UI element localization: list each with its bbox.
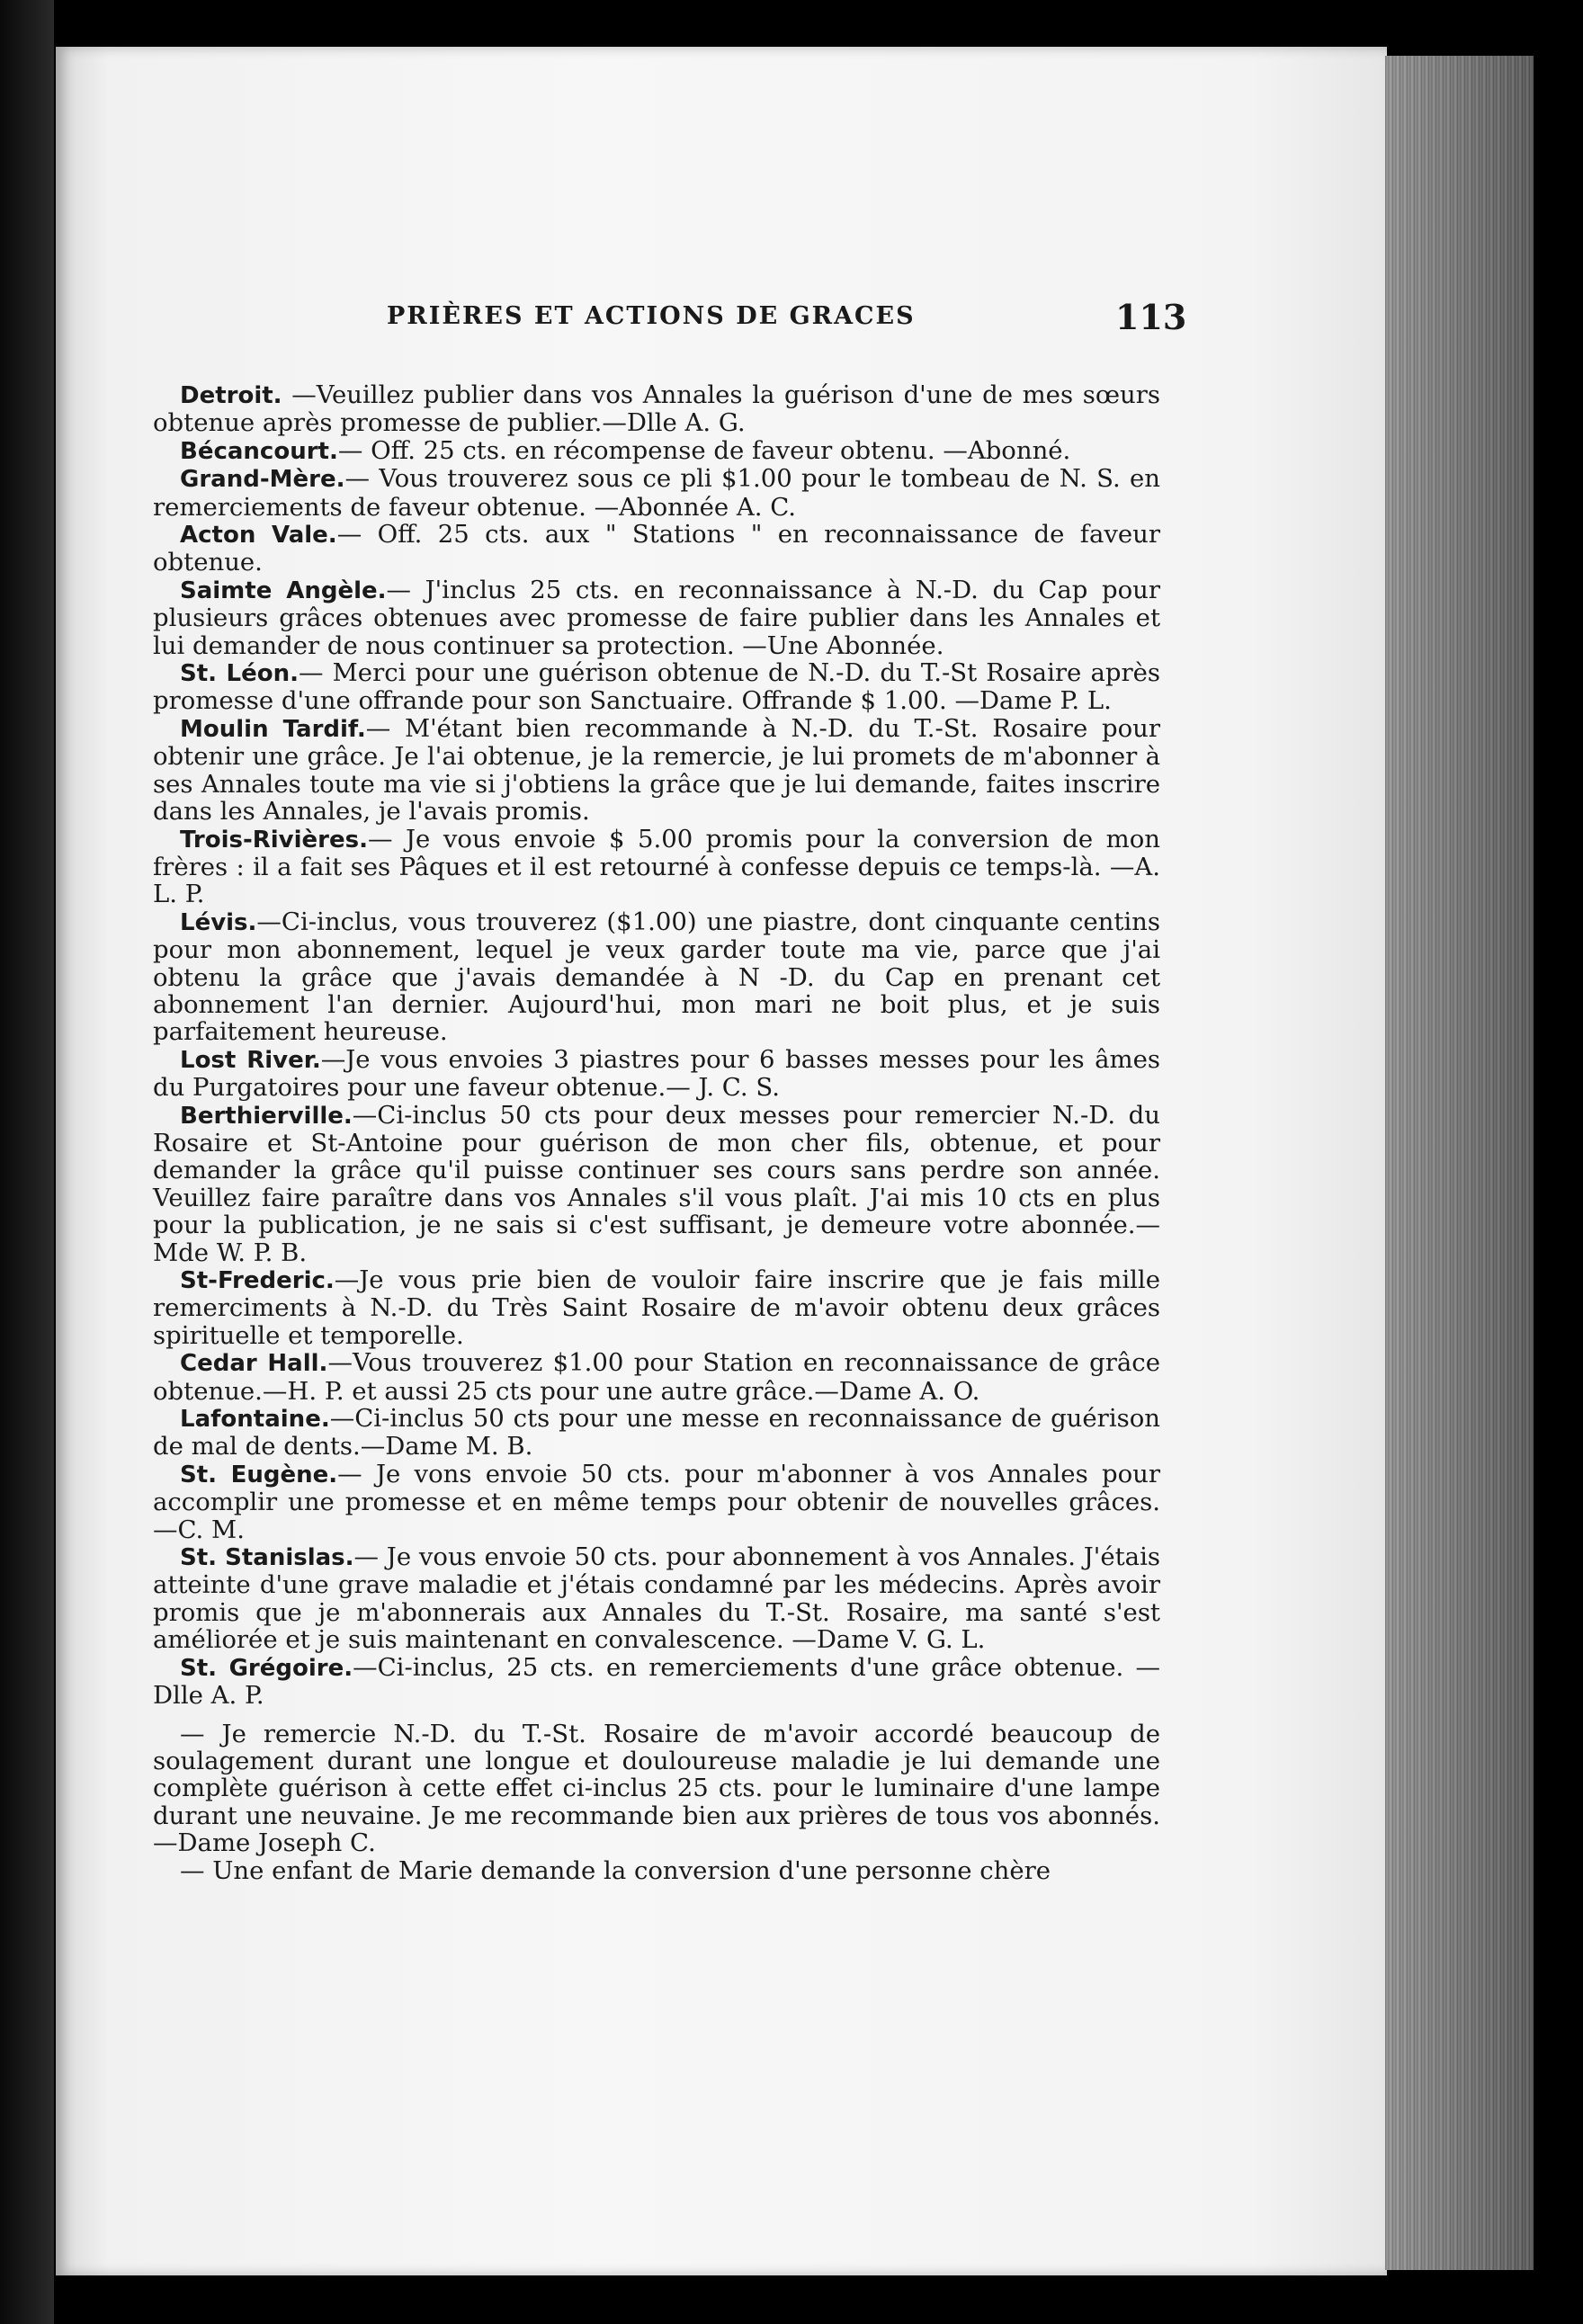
entry-place: St. Eugène.	[180, 1461, 338, 1488]
entry	[153, 437, 1160, 465]
page-number: 113	[1115, 297, 1187, 337]
entry-place: Lost River.	[180, 1046, 321, 1074]
entry-text: —Ci-inclus, 25 cts. en remerciements d'une grâce obtenue. —Dlle A. P.	[153, 1652, 1160, 1711]
entry-text: — Vous trouverez sous ce pli $1.00 pour le tombeau de N. S. en remerciements de faveur obtenue. —Abonnée A. C.	[153, 464, 1160, 522]
entry	[153, 1721, 1160, 1857]
entry-place: Trois-Rivières.	[180, 826, 368, 854]
entry	[153, 1543, 1160, 1654]
entry	[153, 1349, 1160, 1405]
scan-right-margin	[1534, 0, 1583, 2324]
entry-text: — Off. 25 cts. en récompense de faveur obtenu. —Abonné.	[337, 435, 1071, 465]
entry-place: St. Stanislas.	[180, 1544, 354, 1572]
entry-place: Grand-Mère.	[180, 466, 345, 494]
entry-text: —Ci-inclus 50 cts pour deux messes pour remercier N.-D. du Rosaire et St-Antoine pour guérison de mon cher fils, obtenue, et pour demander la grâce qu'il puisse continuer ses cours sans perdre son année. Veuillez faire paraître dans vos Annales s'il vous plaît. J'ai mis 10 cts en plus pour la publication, je ne sais si c'est suffisant, je demeure votre abonnée.—Mde W. P. B.	[153, 1100, 1160, 1267]
entry	[153, 908, 1160, 1046]
entry-place: St-Frederic.	[180, 1267, 335, 1294]
entry-text: — Off. 25 cts. aux " Stations " en reconnaissance de faveur obtenue.	[153, 520, 1161, 577]
running-title: PRIÈRES ET ACTIONS DE GRACES	[387, 302, 916, 330]
entry-text: —Je vous prie bien de vouloir faire inscrire que je fais mille remerciments à N.-D. du Très Saint Rosaire de m'avoir obtenu deux grâces spirituelle et temporelle.	[153, 1265, 1160, 1350]
entry-place: Berthierville.	[180, 1102, 353, 1130]
entry-text: —Je vous envoies 3 piastres pour 6 basses messes pour les âmes du Purgatoires pour une faveur obtenue.— J. C. S.	[153, 1044, 1160, 1103]
entry	[153, 1461, 1160, 1543]
entry	[153, 1857, 1160, 1884]
entry-text: —Ci-inclus 50 cts pour une messe en reconnaissance de guérison de mal de dents.—Dame M. B.	[153, 1404, 1160, 1461]
entry-place: Saimte Angèle.	[180, 577, 387, 604]
entry	[153, 1405, 1160, 1461]
entry	[153, 577, 1160, 659]
entry	[153, 826, 1160, 908]
entry-place: Cedar Hall.	[180, 1350, 328, 1378]
entry-place: Bécancourt.	[180, 437, 338, 465]
entry-text: — Je vous envoie $ 5.00 promis pour la conversion de mon frères : il a fait ses Pâques et il est retourné à confesse depuis ce temps-là. —A. L. P.	[153, 824, 1160, 909]
page-header	[153, 297, 1187, 351]
entry	[153, 659, 1160, 715]
entry-text: — Je vous envoie 50 cts. pour abonnement à vos Annales. J'étais atteinte d'une grave maladie et j'étais condamné par les médecins. Après avoir promis que je m'abonnerais aux Annales du T.-St. Rosaire, ma santé s'est améliorée et je suis maintenant en convalescence. —Dame V. G. L.	[153, 1542, 1160, 1655]
entry	[153, 521, 1160, 577]
scan-left-margin	[0, 0, 54, 2324]
entry	[153, 1654, 1160, 1710]
entry	[153, 1266, 1160, 1349]
entry-place: Acton Vale.	[180, 522, 337, 550]
entry-place: Lévis.	[180, 908, 257, 936]
entry-text: — Une enfant de Marie demande la conversion d'une personne chère	[180, 1855, 1051, 1885]
entry-place: Moulin Tardif.	[180, 715, 366, 743]
entry	[153, 381, 1160, 437]
entry-place: St. Léon.	[180, 660, 299, 688]
entries-list	[153, 381, 1160, 1884]
entry-text: —Ci-inclus, vous trouverez ($1.00) une piastre, dont cinquante centins pour mon abonnement, lequel je veux garder toute ma vie, parce que j'ai obtenu la grâce que j'avais demandée à N -D. du Cap en prenant cet abonnement l'an dernier. Aujourd'hui, mon mari ne boit plus, et je suis parfaitement heureuse.	[153, 907, 1160, 1047]
entry-text: — Merci pour une guérison obtenue de N.-D. du T.-St Rosaire après promesse d'une offrande pour son Sanctuaire. Offrande $ 1.00. —Dame P. L.	[153, 658, 1160, 716]
entry-place: Detroit.	[180, 382, 282, 409]
entry-text: — J'inclus 25 cts. en reconnaissance à N.-D. du Cap pour plusieurs grâces obtenues avec promesse de faire publier dans les Annales et lui demander de nous continuer sa protection. —Une Abonnée.	[153, 575, 1160, 660]
entry-text: — M'étant bien recommande à N.-D. du T.-St. Rosaire pour obtenir une grâce. Je l'ai obtenue, je la remercie, je lui promets de m'abonner à ses Annales toute ma vie si j'obtiens la grâce que je lui demande, faites inscrire dans les Annales, je l'avais promis.	[153, 713, 1160, 827]
entry-text: —Vous trouverez $1.00 pour Station en reconnaissance de grâce obtenue.—H. P. et aussi 25 cts pour une autre grâce.—Dame A. O.	[153, 1348, 1160, 1406]
book-fore-edge	[1385, 56, 1534, 2270]
page-content	[153, 297, 1187, 1885]
entry	[153, 715, 1160, 826]
entry-text: — Je remercie N.-D. du T.-St. Rosaire de m'avoir accordé beaucoup de soulagement durant une longue et douloureuse maladie je lui demande une complète guérison à cette effet ci-inclus 25 cts. pour le luminaire d'une lampe durant une neuvaine. Je me recommande bien aux prières de tous vos abonnés. —Dame Joseph C.	[153, 1719, 1160, 1858]
entry-text: —Veuillez publier dans vos Annales la guérison d'une de mes sœurs obtenue après promesse de publier.—Dlle A. G.	[153, 380, 1160, 438]
entry	[153, 1102, 1160, 1266]
entry-text: — Je vons envoie 50 cts. pour m'abonner à vos Annales pour accomplir une promesse et en même temps pour obtenir de nouvelles grâces. —C. M.	[153, 1459, 1160, 1544]
entry	[153, 1046, 1160, 1102]
entry-place: Lafontaine.	[180, 1406, 330, 1434]
entry	[153, 465, 1160, 521]
entry-place: St. Grégoire.	[180, 1654, 353, 1682]
